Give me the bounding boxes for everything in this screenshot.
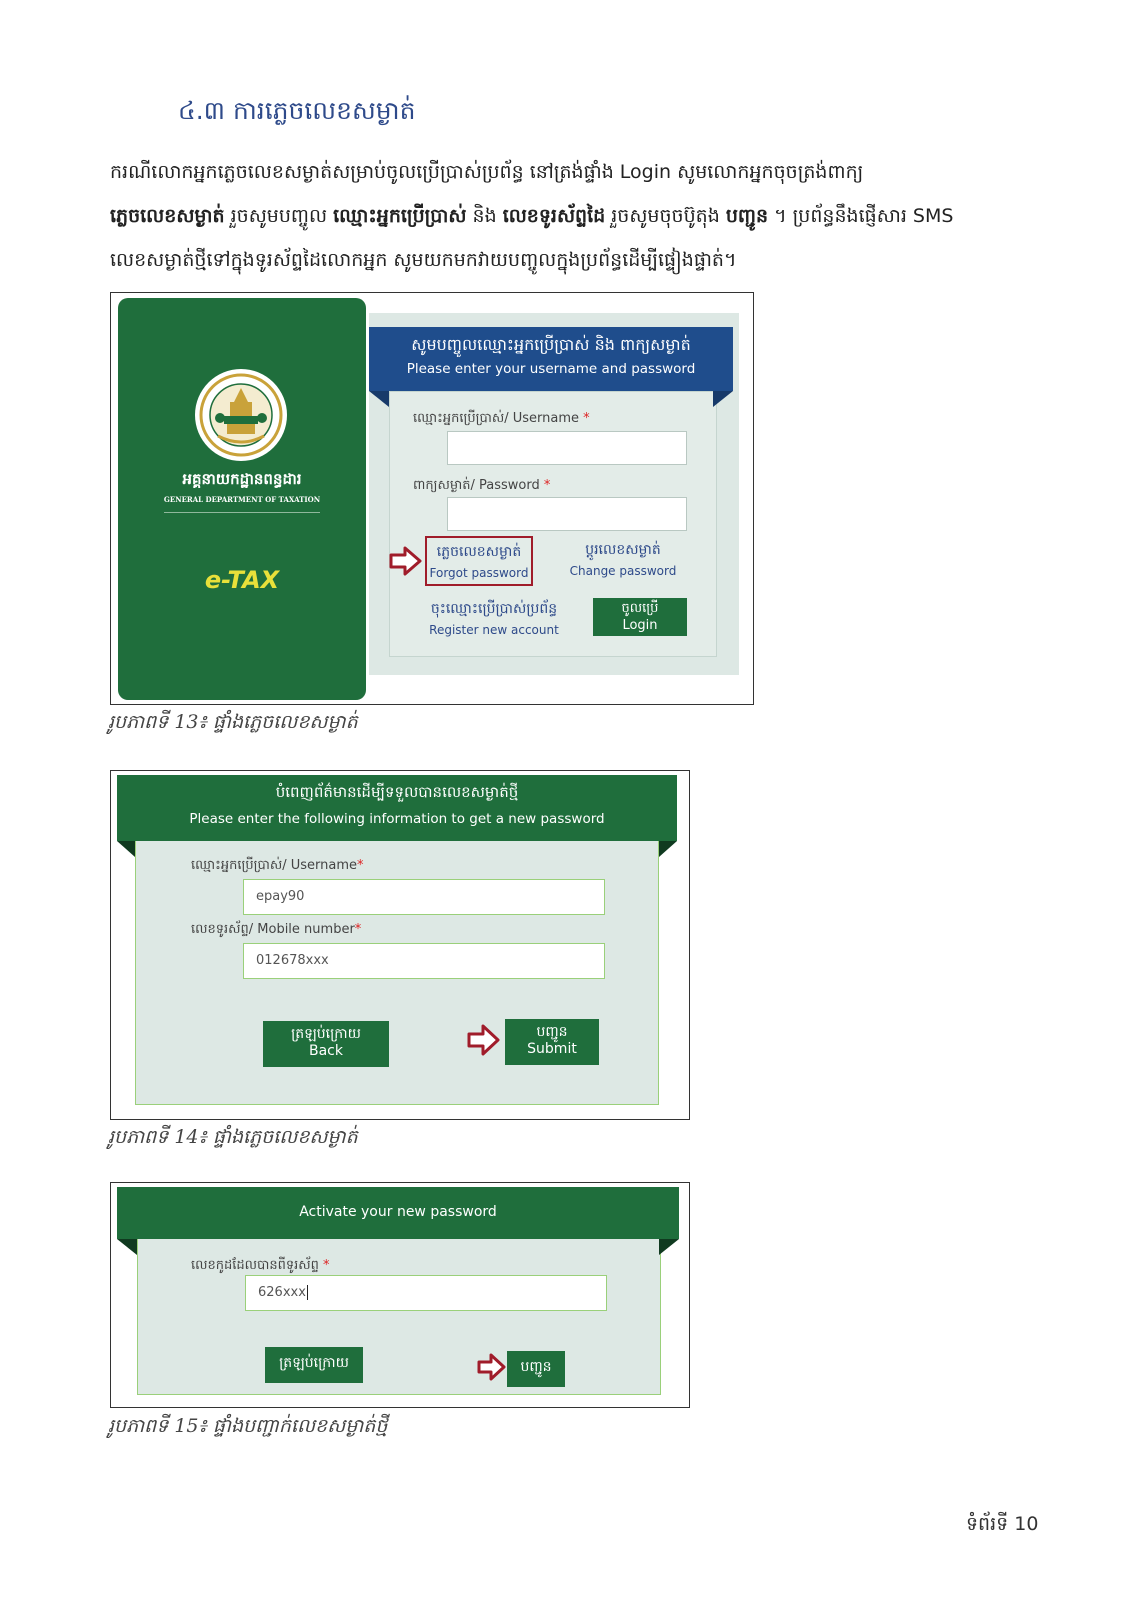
header-en: Please enter your username and password — [406, 361, 696, 377]
arrow-right-icon — [389, 546, 423, 576]
paragraph-line-2 — [110, 194, 1070, 238]
submit-kh: បញ្ជូន — [536, 1024, 568, 1040]
mobile-label: លេខទូរស័ព្ទ/ Mobile number* — [191, 922, 362, 937]
page-number: ទំព័រទី 10 — [966, 1513, 1039, 1535]
username-input[interactable] — [447, 431, 687, 465]
arrow-right-icon — [477, 1353, 507, 1381]
ribbon-right — [659, 1239, 679, 1255]
figure-activate — [110, 1182, 690, 1408]
figure-forgot-form — [110, 770, 690, 1120]
register-link[interactable] — [421, 599, 567, 637]
forgot-password-link[interactable] — [425, 536, 533, 586]
forgot-en: Forgot password — [429, 566, 529, 580]
form-header — [117, 775, 677, 841]
term-username: ឈ្មោះអ្នកប្រើប្រាស់ — [333, 205, 467, 227]
change-en: Change password — [569, 564, 677, 578]
code-input[interactable] — [245, 1275, 607, 1311]
para-text: និង — [466, 205, 503, 227]
back-en: Back — [309, 1043, 343, 1059]
paragraph-line-3: លេខសម្ងាត់ថ្មីទៅក្នុងទូរស័ព្ទដៃលោកអ្នក សូមយកមកវាយបញ្ចូលក្នុងប្រព័ន្ធដើម្បីផ្ទៀងផ្ទាត់។ — [110, 249, 737, 271]
term-forgot: ភ្លេចលេខសម្ងាត់ — [110, 205, 225, 227]
change-kh: ប្តូរលេខសម្ងាត់ — [585, 542, 661, 558]
para-text: ។ ប្រព័ន្ធនឹងផ្ញើសារ SMS — [768, 205, 954, 227]
paragraph-line-1: ករណីលោកអ្នកភ្លេចលេខសម្ងាត់សម្រាប់ចូលប្រើប្រាស់ប្រព័ន្ធ នៅត្រង់ផ្ទាំង Login សូមលោកអ្នកចុចត្រង់ពាក្យ — [110, 161, 864, 183]
username-input[interactable]: epay90 — [243, 879, 605, 915]
org-name-en: GENERAL DEPARTMENT OF TAXATION — [163, 495, 321, 504]
term-mobile: លេខទូរស័ព្ទដៃ — [502, 205, 606, 227]
ribbon-left — [369, 391, 389, 407]
username-label: ឈ្មោះអ្នកប្រើប្រាស់/ Username * — [413, 411, 590, 426]
caption-14: រូបភាពទី 14៖ ផ្ទាំងភ្លេចលេខសម្ងាត់ — [108, 1126, 358, 1148]
code-label: លេខកូដដែលបានពីទូរស័ព្ទ * — [191, 1258, 330, 1273]
login-button[interactable] — [593, 598, 687, 636]
ribbon-left — [117, 1239, 137, 1255]
divider — [164, 512, 320, 513]
arrow-right-icon — [467, 1024, 501, 1056]
para-text: រួចសូមបញ្ចូល — [224, 205, 334, 227]
header-title: Activate your new password — [299, 1204, 497, 1220]
org-name-kh: អគ្គនាយកដ្ឋានពន្ធដារ — [182, 470, 302, 488]
back-button[interactable]: ត្រឡប់ក្រោយ — [265, 1347, 363, 1383]
para-text: រួចសូមចុចប៊ូតុង — [605, 205, 726, 227]
ribbon-right — [659, 841, 677, 857]
password-input[interactable] — [447, 497, 687, 531]
login-kh: ចូលប្រើ — [621, 601, 659, 616]
form-header — [117, 1187, 679, 1239]
header-en: Please enter the following information to get a new password — [189, 811, 605, 827]
header-kh: សូមបញ្ចូលឈ្មោះអ្នកប្រើប្រាស់ និង ពាក្យសម្ងាត់ — [411, 335, 691, 354]
change-password-link[interactable] — [563, 540, 683, 578]
mobile-input[interactable]: 012678xxx — [243, 943, 605, 979]
caption-15: រូបភាពទី 15៖ ផ្ទាំងបញ្ជាក់លេខសម្ងាត់ថ្មី — [108, 1415, 388, 1437]
username-label: ឈ្មោះអ្នកប្រើប្រាស់/ Username* — [191, 858, 364, 873]
section-heading: ៤.៣ ការភ្លេចលេខសម្ងាត់ — [178, 96, 416, 125]
term-submit: បញ្ជូន — [725, 205, 769, 227]
register-kh: ចុះឈ្មោះប្រើប្រាស់ប្រព័ន្ធ — [430, 601, 558, 617]
text-cursor — [307, 1285, 308, 1300]
password-label: ពាក្យសម្ងាត់/ Password * — [413, 478, 551, 493]
ribbon-left — [117, 841, 135, 857]
submit-button[interactable] — [505, 1019, 599, 1065]
back-kh: ត្រឡប់ក្រោយ — [291, 1026, 361, 1042]
register-en: Register new account — [429, 623, 559, 637]
forgot-kh: ភ្លេចលេខសម្ងាត់ — [436, 544, 522, 560]
submit-button[interactable]: បញ្ជូន — [507, 1351, 565, 1387]
brand-panel — [118, 298, 366, 700]
login-form — [369, 313, 739, 675]
back-button[interactable] — [263, 1021, 389, 1067]
figure-login — [110, 292, 754, 705]
emblem-icon — [194, 368, 288, 462]
app-name: e-TAX — [204, 566, 280, 594]
ribbon-right — [713, 391, 733, 407]
code-value: 626xxx — [258, 1285, 306, 1300]
form-header — [369, 327, 733, 391]
login-en: Login — [622, 618, 658, 633]
header-kh: បំពេញព័ត៌មានដើម្បីទទួលបានលេខសម្ងាត់ថ្មី — [275, 783, 519, 801]
submit-en: Submit — [527, 1041, 577, 1057]
caption-13: រូបភាពទី 13៖ ផ្ទាំងភ្លេចលេខសម្ងាត់ — [108, 711, 358, 733]
